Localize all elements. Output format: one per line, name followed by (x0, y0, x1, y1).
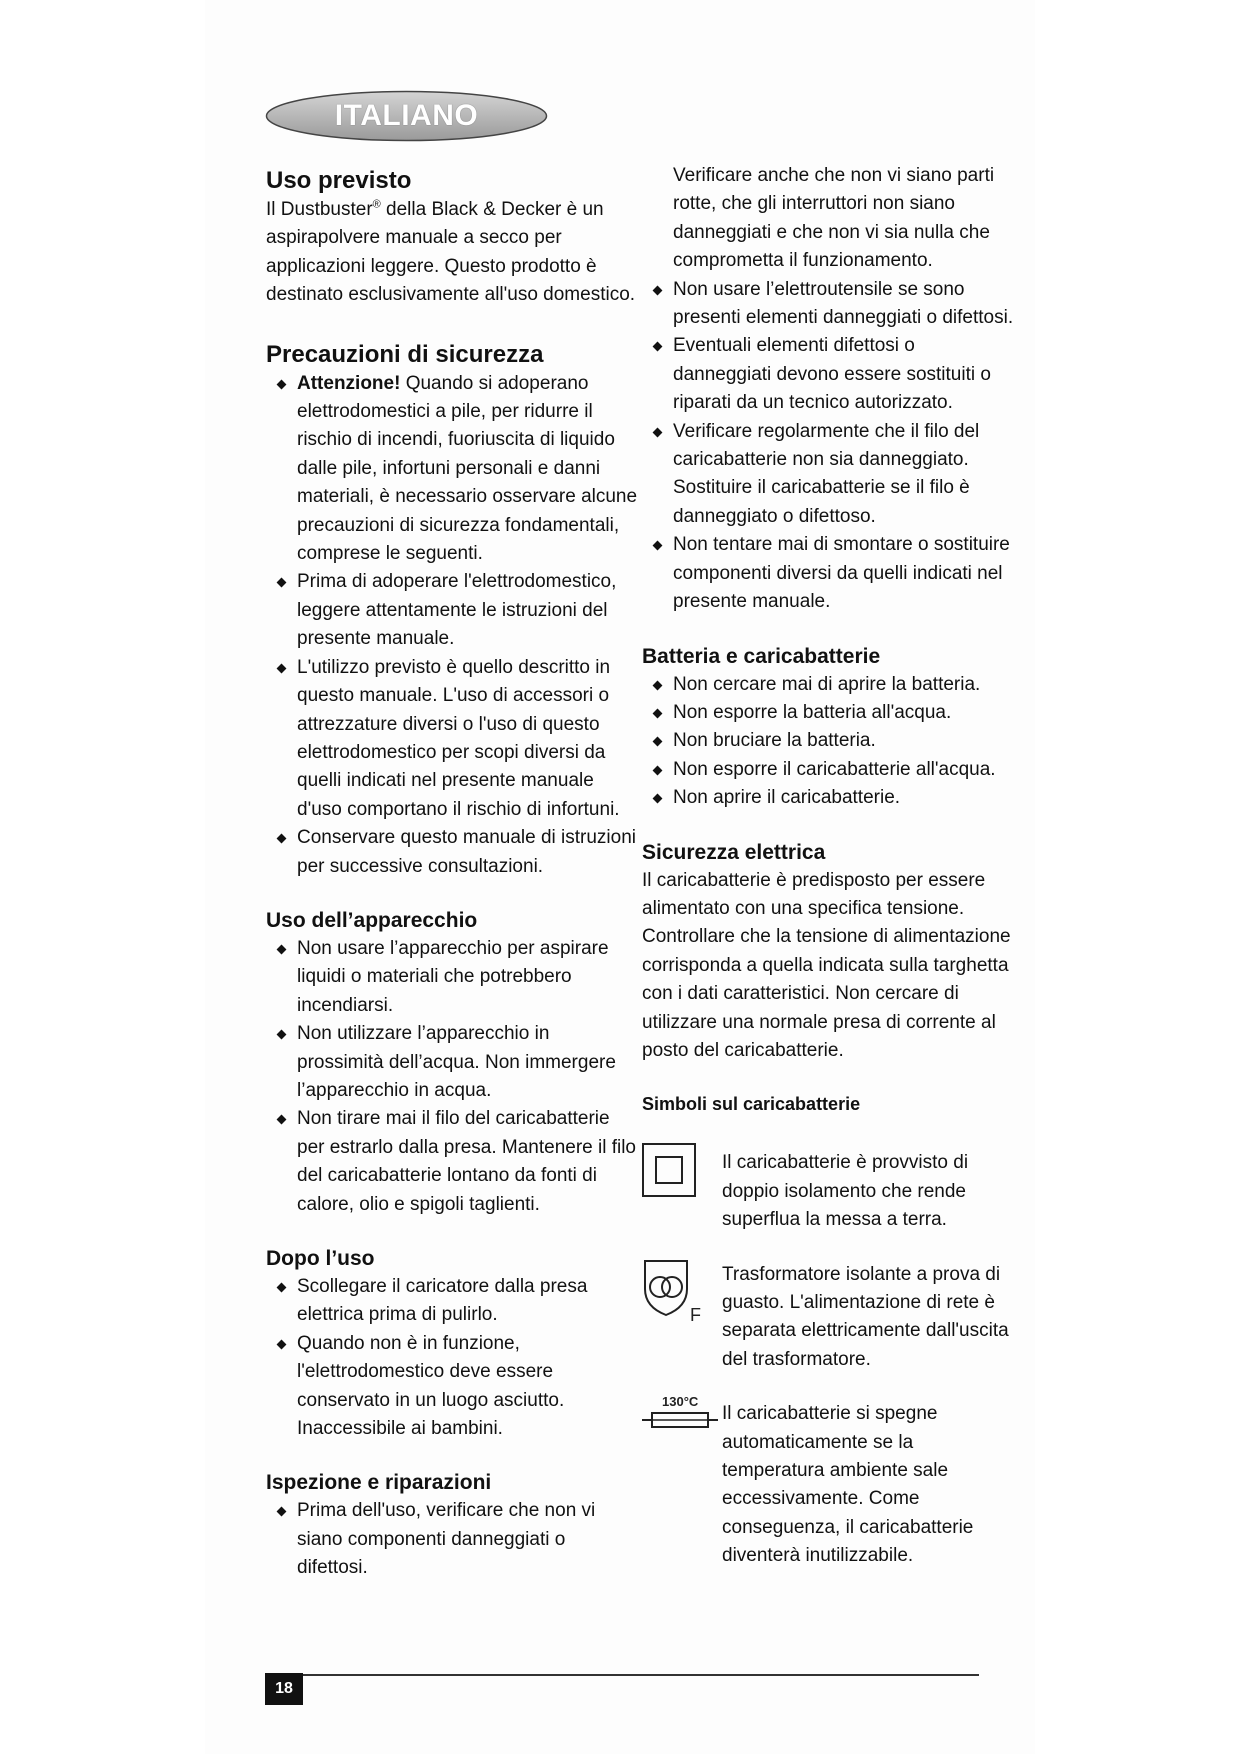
list-item: Scollegare il caricatore dalla presa elettrica prima di pulirlo. (266, 1273, 638, 1330)
list-item: Attenzione! Quando si adoperano elettrodomestici a pile, per ridurre il rischio di incendi, fuoriuscita di liquido dalle pile, infortuni personali e danni materiali, è necessario osservare alcune precauzioni di sicurezza fondamentali, comprese le seguenti. (266, 370, 638, 569)
left-column (266, 166, 638, 1583)
symbol-thermal-fuse (642, 1394, 1014, 1570)
list-item: Non usare l’elettroutensile se sono presenti elementi danneggiati o difettosi. (642, 276, 1014, 333)
bullet-list (266, 1497, 638, 1582)
section-title: Dopo l’uso (266, 1247, 375, 1270)
transformer-letter: F (690, 1304, 701, 1321)
language-label: ITALIANO (334, 99, 479, 132)
list-item: Non cercare mai di aprire la batteria. (642, 671, 1014, 699)
list-item: Conservare questo manuale di istruzioni per successive consultazioni. (266, 824, 638, 881)
list-item: Non esporre la batteria all'acqua. (642, 699, 1014, 727)
list-item: Non utilizzare l’apparecchio in prossimità dell’acqua. Non immergere l’apparecchio in acqua. (266, 1020, 638, 1105)
symbol-description: Trasformatore isolante a prova di guasto. L'alimentazione di rete è separata elettricamente dall'uscita del trasformatore. (722, 1263, 1009, 1370)
symbol-description: Il caricabatterie si spegne automaticamente se la temperatura ambiente sale eccessivamente. Come conseguenza, il caricabatterie diventerà inutilizzabile. (722, 1403, 974, 1567)
section-uso-apparecchio (266, 907, 638, 1219)
section-title: Ispezione e riparazioni (266, 1471, 492, 1495)
symbol-transformer (642, 1261, 1014, 1375)
attention-label: Attenzione! (297, 372, 401, 394)
section-ispezione (266, 1469, 638, 1582)
list-item: Non tentare mai di smontare o sostituire componenti diversi da quelli indicati nel presente manuale. (642, 531, 1014, 616)
bullet-list (642, 276, 1014, 617)
section-title: Batteria e caricabatterie (642, 644, 881, 668)
continued-paragraph: Verificare anche che non vi siano parti rotte, che gli interruttori non siano danneggiati e che non vi sia nulla che comprometta il funzionamento. (673, 165, 995, 272)
list-item: Verificare regolarmente che il filo del caricabatterie non sia danneggiato. Sostituire il caricabatterie se il filo è danneggiato o difettoso. (642, 418, 1014, 532)
list-item: Quando non è in funzione, l'elettrodomestico deve essere conservato in un luogo asciutto. Inaccessibile ai bambini. (266, 1330, 638, 1444)
language-badge (265, 90, 548, 142)
double-insulation-icon (642, 1143, 696, 1197)
page-number: 18 (265, 1673, 303, 1705)
list-item: L'utilizzo previsto è quello descritto in questo manuale. L'uso di accessori o attrezzature diversi o l'uso di questo elettrodomestico per scopi diversi da quelli indicati nel presente manuale d'uso comportano il rischio di infortuni. (266, 654, 638, 824)
list-item: Non aprire il caricabatterie. (642, 784, 1014, 812)
paragraph: Il caricabatterie è predisposto per essere alimentato con una specifica tensione. Controllare che la tensione di alimentazione corrisponda a quella indicata sulla targhetta con i dati caratteristici. Non cercare di utilizzare una normale presa di corrente al posto del caricabatterie. (642, 869, 1011, 1061)
bullet-list (266, 1273, 638, 1443)
safety-transformer-icon (642, 1255, 702, 1321)
section-title: Sicurezza elettrica (642, 840, 826, 864)
bullet-list (266, 370, 638, 881)
symbol-double-insulation (642, 1149, 1014, 1234)
registered-mark: ® (372, 198, 381, 211)
paragraph: Il Dustbuster® della Black & Decker è un aspirapolvere manuale a secco per applicazioni leggere. Questo prodotto è destinato esclusivamente all'uso domestico. (266, 198, 636, 306)
section-uso-previsto (266, 166, 638, 310)
list-item: Prima di adoperare l'elettrodomestico, leggere attentamente le istruzioni del presente manuale. (266, 568, 638, 653)
section-dopo-uso (266, 1245, 638, 1443)
section-batteria (642, 643, 1014, 813)
thermal-fuse-icon (642, 1392, 718, 1432)
section-title: Uso previsto (266, 167, 412, 194)
section-title: Precauzioni di sicurezza (266, 340, 544, 368)
list-item: Non usare l’apparecchio per aspirare liquidi o materiali che potrebbero incendiarsi. (266, 935, 638, 1020)
footer-rule (265, 1674, 979, 1676)
list-item: Non esporre il caricabatterie all'acqua. (642, 756, 1014, 784)
bullet-list (266, 935, 638, 1219)
section-title: Uso dell’apparecchio (266, 908, 478, 932)
list-item: Non tirare mai il filo del caricabatterie per estrarlo dalla presa. Mantenere il filo del caricabatterie lontano da fonti di calore, olio e spigoli taglienti. (266, 1105, 638, 1219)
section-title: Simboli sul caricabatterie (642, 1094, 861, 1115)
list-item: Prima dell'uso, verificare che non vi siano componenti danneggiati o difettosi. (266, 1497, 638, 1582)
thermal-fuse-label: 130°C (662, 1394, 699, 1410)
bullet-list (642, 671, 1014, 813)
list-item: Eventuali elementi difettosi o danneggiati devono essere sostituiti o riparati da un tecnico autorizzato. (642, 332, 1014, 417)
section-precauzioni (266, 340, 638, 881)
symbol-description: Il caricabatterie è provvisto di doppio isolamento che rende superflua la messa a terra. (722, 1152, 969, 1231)
section-simboli (642, 1091, 1014, 1570)
list-item: Non bruciare la batteria. (642, 727, 1014, 755)
right-column (642, 162, 1014, 1571)
section-sicurezza-elettrica (642, 839, 1014, 1066)
